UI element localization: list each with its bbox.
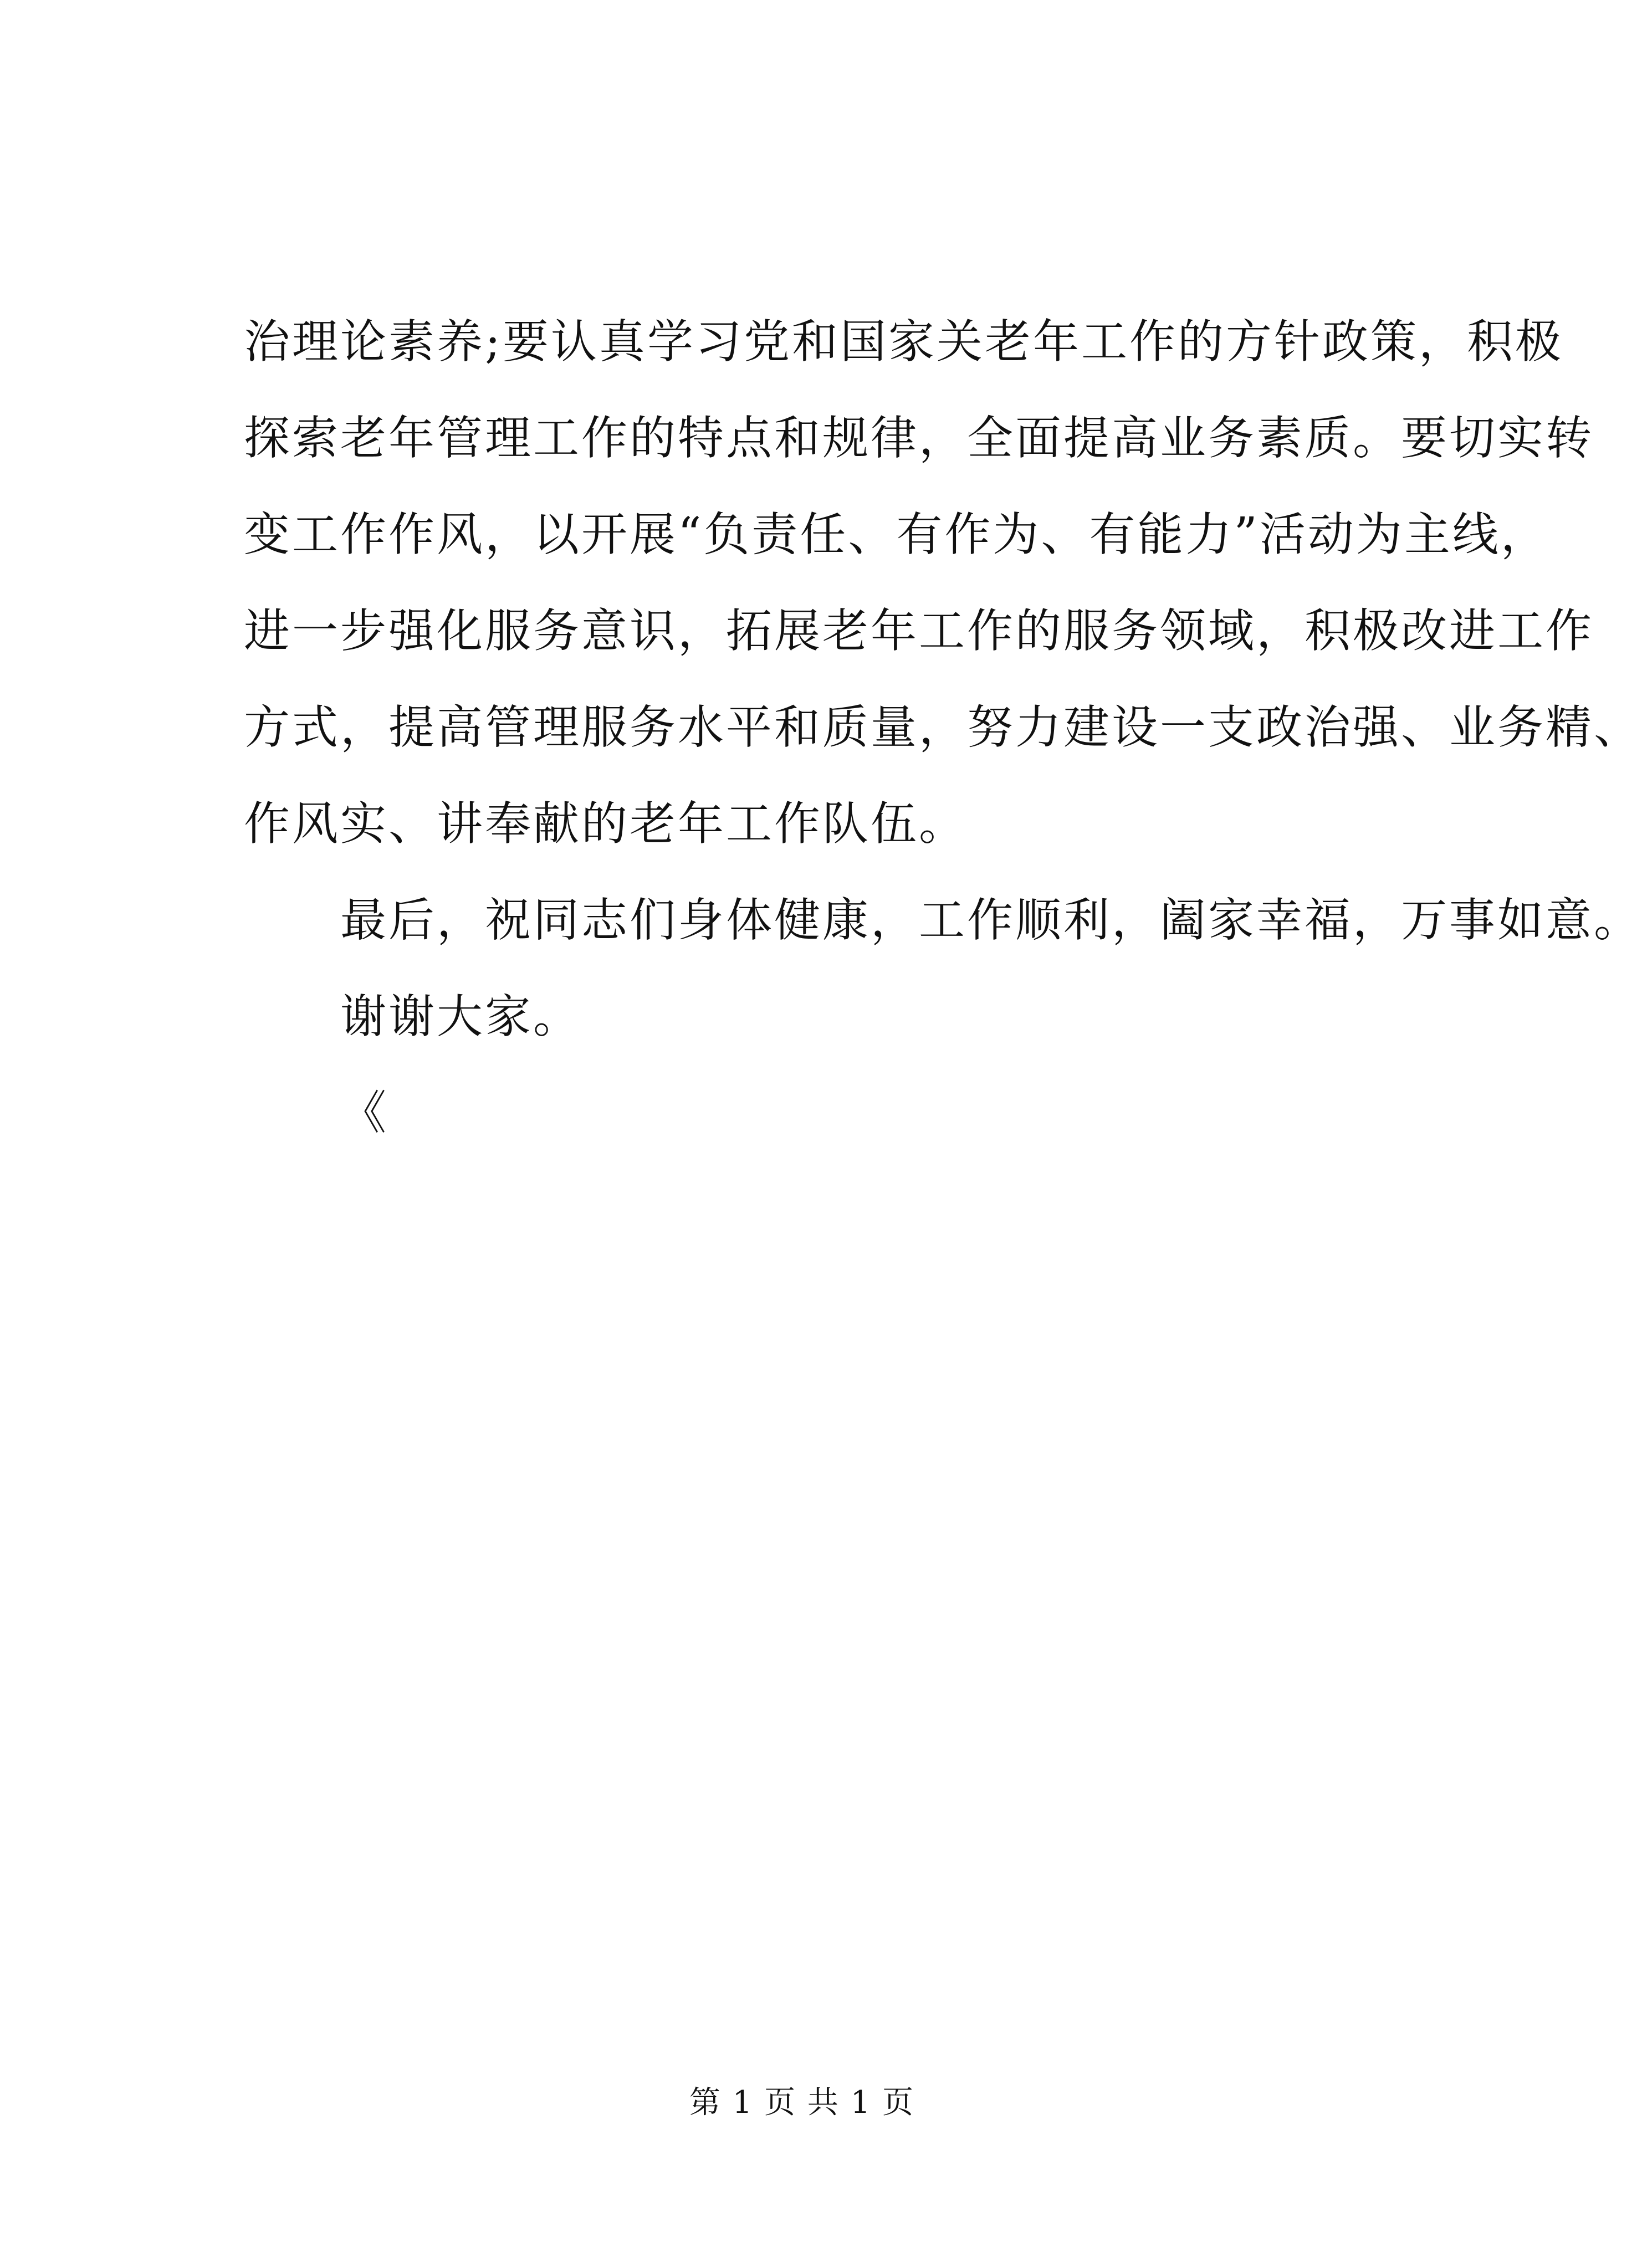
- paragraph-line: 作风实、讲奉献的老年工作队伍。: [244, 797, 967, 851]
- page-number-footer: 第 1 页 共 1 页: [689, 2085, 915, 2121]
- document-body: [244, 294, 1642, 1161]
- paragraph-line: 方式，提高管理服务水平和质量，努力建设一支政治强、业务精、: [244, 700, 1642, 754]
- paragraph-line: 探索老年管理工作的特点和规律，全面提高业务素质。要切实转: [244, 411, 1594, 465]
- thanks-line: 谢谢大家。: [340, 990, 581, 1043]
- trailing-bracket-line: 《: [340, 1086, 388, 1140]
- closing-wishes-line: 最后，祝同志们身体健康，工作顺利，阖家幸福，万事如意。: [340, 893, 1642, 947]
- paragraph-line: 变工作作风，以开展“负责任、有作为、有能力”活动为主线，: [244, 508, 1549, 561]
- paragraph-line: 治理论素养;要认真学习党和国家关老年工作的方针政策，积极: [244, 315, 1563, 368]
- paragraph-line: 进一步强化服务意识，拓展老年工作的服务领域，积极改进工作: [244, 604, 1594, 658]
